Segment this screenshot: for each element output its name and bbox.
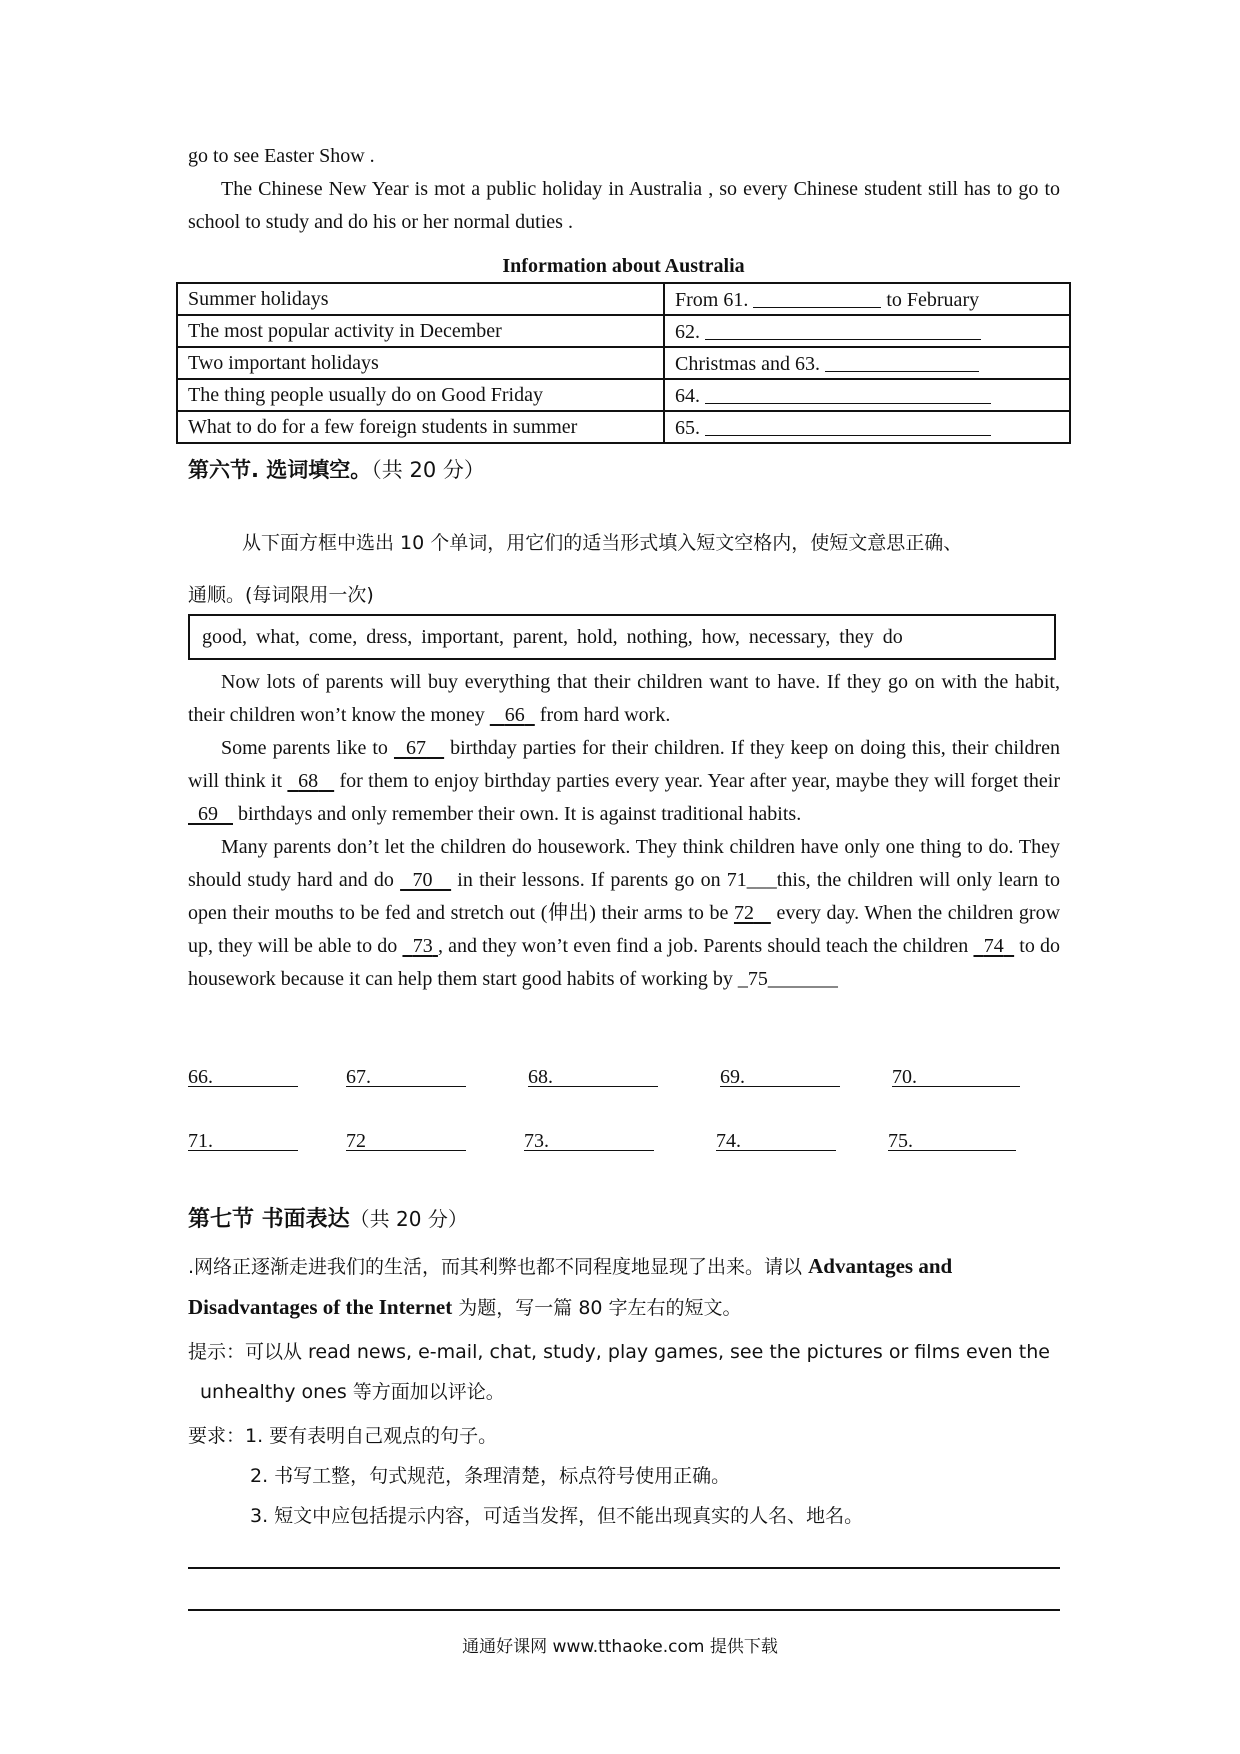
table-row bbox=[177, 347, 1070, 379]
answer-number: 65. bbox=[675, 416, 700, 439]
text: from hard work. bbox=[534, 704, 671, 726]
cloze-paragraph bbox=[188, 732, 1060, 831]
table-row bbox=[177, 411, 1070, 443]
requirement-line bbox=[188, 1416, 1060, 1456]
text: Some parents like to bbox=[221, 737, 394, 759]
cloze-paragraph bbox=[188, 666, 1060, 732]
blank-70[interactable] bbox=[400, 869, 451, 891]
answer-number: 71. bbox=[188, 1130, 213, 1152]
answer-number: 74. bbox=[716, 1130, 741, 1152]
table-cell-label: Summer holidays bbox=[177, 283, 664, 315]
table-row bbox=[177, 283, 1070, 315]
answer-suffix: to February bbox=[886, 288, 980, 311]
text: birthday parties for their children. If they keep on doing this, their children will think it bbox=[188, 737, 1061, 792]
prompt-line bbox=[188, 1246, 1060, 1287]
text: birthdays and only remember their own. It is against traditional habits. bbox=[233, 803, 802, 825]
table-row bbox=[177, 315, 1070, 347]
answer-blank[interactable] bbox=[892, 1066, 1020, 1087]
hint-line: 提示：可以从 read news, e-mail, chat, study, play games, see the pictures or films even the bbox=[188, 1341, 1050, 1363]
answer-number: 69. bbox=[720, 1066, 745, 1088]
blank-number: 67 bbox=[406, 737, 427, 759]
answer-blank[interactable] bbox=[524, 1130, 654, 1151]
answer-blank-61[interactable] bbox=[753, 287, 881, 308]
text: in their lessons. If parents go on 71___this, the children will only learn to open their mouths to be fed and stretch out (伸出) their arms to be bbox=[188, 869, 1061, 924]
text: Many parents don’t let the children do housework. They think children have only one thing to do. They should study hard and do bbox=[188, 836, 1060, 891]
intro-line: go to see Easter Show . bbox=[188, 145, 375, 167]
answer-number: 66. bbox=[188, 1066, 213, 1088]
blank-number: 69 bbox=[198, 803, 218, 825]
intro-paragraph: The Chinese New Year is mot a public holiday in Australia , so every Chinese student still has to go to school to study and do his or her normal duties . bbox=[188, 178, 1060, 233]
text: for them to enjoy birthday parties every year. Year after year, maybe they will forget their bbox=[334, 770, 1061, 792]
answer-blank[interactable] bbox=[888, 1130, 1016, 1151]
answer-blank[interactable] bbox=[346, 1066, 466, 1087]
blank-74[interactable] bbox=[973, 935, 1014, 957]
answer-blank-65[interactable] bbox=[705, 415, 991, 436]
section7-heading bbox=[188, 1202, 468, 1233]
cloze-passage bbox=[188, 666, 1060, 996]
section7-title: 第七节 书面表达 bbox=[188, 1207, 350, 1232]
table-cell-label: What to do for a few foreign students in summer bbox=[177, 411, 664, 443]
table-row bbox=[177, 379, 1070, 411]
writing-line[interactable] bbox=[188, 1567, 1060, 1569]
cloze-paragraph bbox=[188, 831, 1060, 996]
text: every day. When the children grow up, they will be able to do bbox=[188, 902, 1061, 957]
word-box: good, what, come, dress, important, parent, hold, nothing, how, necessary, they do bbox=[188, 614, 1056, 660]
answer-blank[interactable] bbox=[346, 1130, 466, 1151]
answer-blank-64[interactable] bbox=[705, 383, 991, 404]
text: 为题，写一篇 80 字左右的短文。 bbox=[452, 1297, 742, 1319]
text: Now lots of parents will buy everything that their children want to have. If they go on with the habit, their children won’t know the money bbox=[188, 671, 1060, 726]
requirement-line: 2. 书写工整，句式规范，条理清楚，标点符号使用正确。 bbox=[250, 1465, 731, 1487]
answer-number: 70. bbox=[892, 1066, 917, 1088]
prompt-line bbox=[188, 1287, 1060, 1328]
answer-number: 73. bbox=[524, 1130, 549, 1152]
answer-number: From 61. bbox=[675, 288, 749, 311]
table-cell-answer bbox=[664, 315, 1070, 347]
section6-score: （共 20 分） bbox=[371, 458, 485, 482]
answer-number: 64. bbox=[675, 384, 700, 407]
writing-line[interactable] bbox=[188, 1609, 1060, 1611]
answer-number: 67. bbox=[346, 1066, 371, 1088]
section6-title: 第六节. 选词填空。 bbox=[188, 458, 372, 482]
table-cell-label: Two important holidays bbox=[177, 347, 664, 379]
blank-number: 73 bbox=[412, 935, 433, 957]
hint-line: unhealthy ones 等方面加以评论。 bbox=[200, 1381, 505, 1403]
requirement-line: 3. 短文中应包括提示内容，可适当发挥，但不能出现真实的人名、地名。 bbox=[250, 1505, 864, 1527]
blank-73[interactable] bbox=[402, 935, 438, 957]
info-table bbox=[176, 282, 1071, 444]
footer-text: 通通好课网 www.tthaoke.com 提供下载 bbox=[462, 1637, 778, 1657]
text: .网络正逐渐走进我们的生活，而其利弊也都不同程度地显现了出来。请以 bbox=[188, 1256, 809, 1278]
blank-68[interactable] bbox=[287, 770, 334, 792]
text: to do housework because it can help them start good habits of working by _75_______ bbox=[188, 935, 1061, 990]
table-caption: Information about Australia bbox=[502, 255, 745, 277]
answer-number: Christmas and 63. bbox=[675, 352, 820, 375]
table-cell-label: The thing people usually do on Good Friday bbox=[177, 379, 664, 411]
essay-title-part: Advantages and bbox=[808, 1254, 953, 1278]
section7-prompt bbox=[188, 1246, 1060, 1536]
requirement-item: 1. 要有表明自己观点的句子。 bbox=[245, 1425, 498, 1447]
table-cell-answer bbox=[664, 411, 1070, 443]
blank-69[interactable] bbox=[188, 803, 233, 825]
table-cell-answer bbox=[664, 379, 1070, 411]
answer-blank[interactable] bbox=[528, 1066, 658, 1087]
blank-number: 70 bbox=[412, 869, 433, 891]
answer-blank[interactable] bbox=[188, 1130, 298, 1151]
section6-heading bbox=[188, 454, 485, 484]
table-cell-answer bbox=[664, 283, 1070, 315]
blank-number: 72 bbox=[733, 902, 754, 924]
table-cell-label: The most popular activity in December bbox=[177, 315, 664, 347]
table-cell-answer bbox=[664, 347, 1070, 379]
blank-67[interactable] bbox=[394, 737, 444, 759]
answer-blank-62[interactable] bbox=[705, 319, 981, 340]
answer-number: 62. bbox=[675, 320, 700, 343]
text: , and they won’t even find a job. Parents should teach the children bbox=[437, 935, 974, 957]
section6-instruction: 通顺。(每词限用一次) bbox=[188, 584, 374, 606]
answer-number: 68. bbox=[528, 1066, 553, 1088]
blank-number: 68 bbox=[298, 770, 319, 792]
section6-instruction: 从下面方框中选出 10 个单词，用它们的适当形式填入短文空格内，使短文意思正确、 bbox=[242, 532, 963, 554]
blank-72[interactable] bbox=[734, 902, 771, 924]
blank-66[interactable] bbox=[490, 704, 535, 726]
answer-blank[interactable] bbox=[720, 1066, 840, 1087]
answer-blank[interactable] bbox=[188, 1066, 298, 1087]
essay-title-part: Disadvantages of the Internet bbox=[188, 1295, 453, 1319]
blank-number: 66 bbox=[504, 704, 525, 726]
requirement-label: 要求： bbox=[188, 1425, 246, 1447]
intro-block bbox=[188, 140, 1060, 239]
answer-number: 72 bbox=[346, 1130, 366, 1152]
answer-number: 75. bbox=[888, 1130, 913, 1152]
blank-number: 74 bbox=[983, 935, 1004, 957]
section7-score: （共 20 分） bbox=[349, 1207, 468, 1231]
answer-blank-63[interactable] bbox=[825, 351, 979, 372]
answer-blank[interactable] bbox=[716, 1130, 836, 1151]
